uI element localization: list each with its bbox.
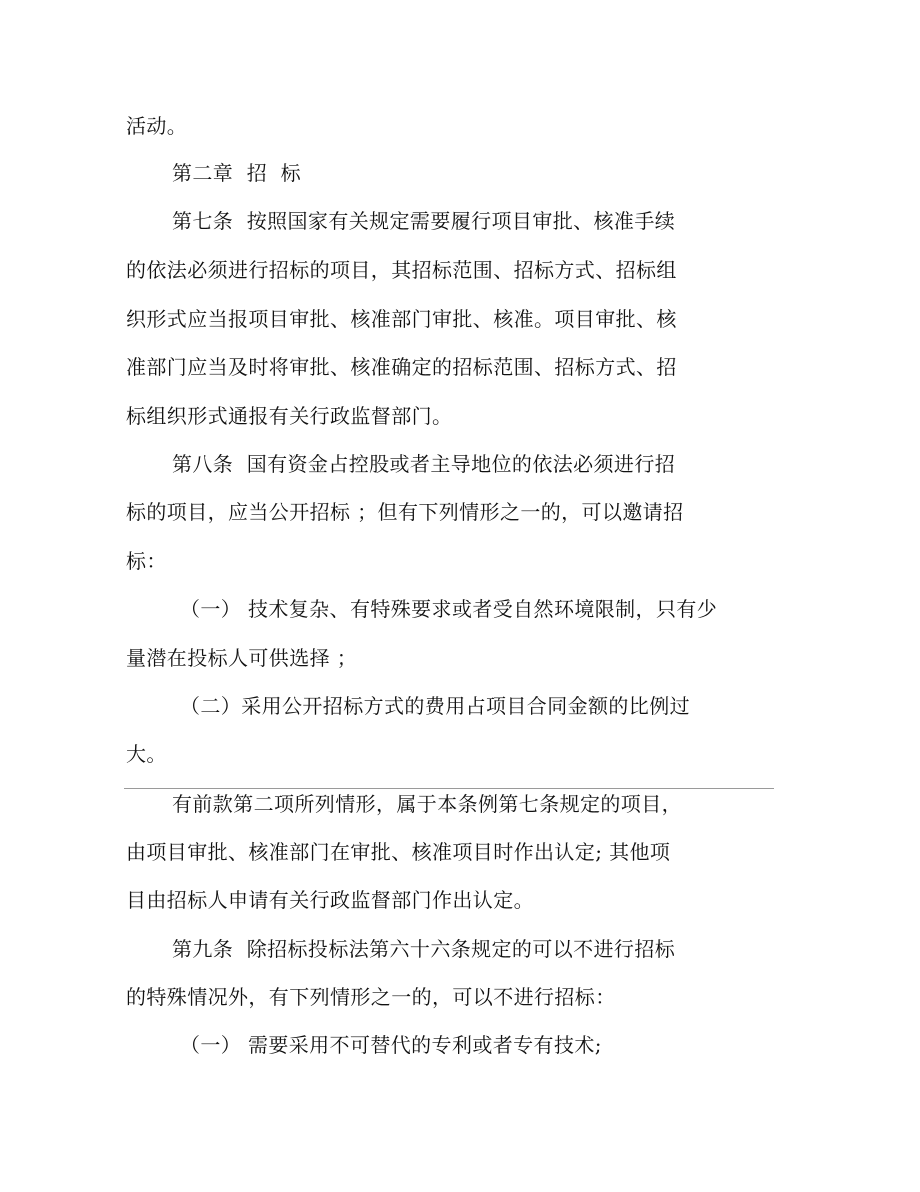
text-line: 活动。	[126, 114, 188, 138]
text-line: 标组织形式通报有关行政监督部门。	[126, 404, 453, 428]
text-line: 的依法必须进行招标的项目，其招标范围、招标方式、招标组	[126, 258, 677, 282]
list-item-line: （一） 需要采用不可替代的专利或者专有技术;	[180, 1033, 602, 1057]
list-item-line: （一） 技术复杂、有特殊要求或者受自然环境限制，只有少	[180, 597, 718, 621]
article-8-heading-line: 第八条 国有资金占控股或者主导地位的依法必须进行招	[172, 452, 676, 476]
article-9-heading-line: 第九条 除招标投标法第六十六条规定的可以不进行招标	[172, 937, 676, 961]
horizontal-rule	[124, 788, 774, 789]
text-line: 标的项目，应当公开招标 ；但有下列情形之一的，可以邀请招	[126, 500, 684, 524]
text-line: 由项目审批、核准部门在审批、核准项目时作出认定; 其他项	[126, 840, 671, 864]
chapter-heading: 第二章 招 标	[172, 161, 302, 185]
text-line: 准部门应当及时将审批、核准确定的招标范围、招标方式、招	[126, 355, 677, 379]
text-line: 织形式应当报项目审批、核准部门审批、核准。项目审批、核	[126, 307, 677, 331]
article-7-heading-line: 第七条 按照国家有关规定需要履行项目审批、核准手续	[172, 209, 676, 233]
text-line: 量潜在投标人可供选择 ；	[126, 646, 358, 670]
text-line: 目由招标人申请有关行政监督部门作出认定。	[126, 888, 534, 912]
text-line: 有前款第二项所列情形，属于本条例第七条规定的项目，	[172, 792, 682, 816]
text-line: 的特殊情况外，有下列情形之一的，可以不进行招标：	[126, 985, 616, 1009]
text-line: 标：	[126, 549, 167, 573]
text-line: 大。	[126, 742, 167, 766]
list-item-line: （二）采用公开招标方式的费用占项目合同金额的比例过	[180, 694, 690, 718]
